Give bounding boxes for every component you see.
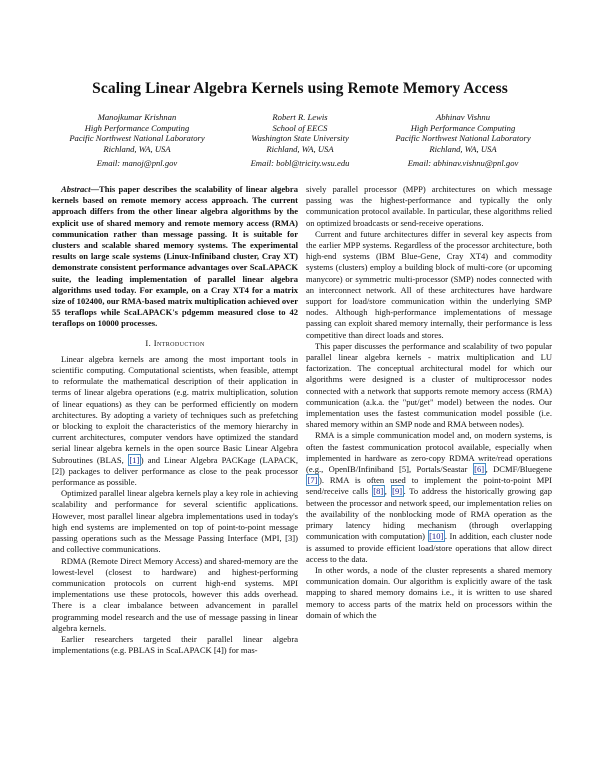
intro-paragraph-7 xyxy=(306,430,552,564)
author-2 xyxy=(225,112,375,169)
citation-link[interactable]: [1] xyxy=(129,454,140,465)
citation-link[interactable]: [6] xyxy=(474,464,485,475)
intro-paragraph-5: Current and future architectures differ in several key aspects from the earlier MPP systems. Regardless of the processor architecture, both high-end systems (IBM Blue-Gene, Cray XT4) and commodity systems (clusters) employ a building block of multi-core (or upcoming manycore) or symmetric multi-processor (SMP) nodes connected with an interconnect network. All of these architectures have hardware support for load/store communication within the underlying SMP nodes. Although high-performance implementations of message passing can exploit shared memory internally, their performance is less competitive than direct loads and stores. xyxy=(306,228,552,340)
author-location: Richland, WA, USA xyxy=(266,143,334,154)
author-affiliation: High Performance Computing xyxy=(84,122,190,133)
citation-link[interactable]: [10] xyxy=(429,531,444,542)
text-run: RMA is a simple communication model and, on modern systems, is often the fastest communication protocol available, especially when implemented in hardware as zero-copy RDMA write/read operations (e.g., OpenIB/Infiniband [5], Portals/Seastar xyxy=(306,430,552,475)
author-block xyxy=(52,112,548,169)
author-location: Richland, WA, USA xyxy=(429,143,497,154)
intro-paragraph-3: RDMA (Remote Direct Memory Access) and shared-memory are the lowest-level (closest to hardware) and highest-performing communication protocols on current high-end systems. MPI implementations use these protocols, however this adds overhead. There is a clear imbalance between advancement in parallel programming model research and the use of message passing in linear algebra kernels. xyxy=(52,555,298,633)
section-title: Introduction xyxy=(153,337,205,348)
abstract-lead: Abstract xyxy=(61,184,91,194)
text-run: . In addition, each cluster node is assumed to provide efficient load/store operations that allow direct access to the data. xyxy=(306,531,552,564)
author-name: Robert R. Lewis xyxy=(272,112,328,122)
intro-paragraph-6: This paper discusses the performance and scalability of two popular parallel linear algebra kernels - matrix multiplication and LU factorization. The conceptual architectural model for which our algorithms were designed is a cluster of multiprocessor nodes connected with a network that supports remote memory access (RMA) communication (a.k.a. the "put/get" model) between the nodes. Our implementation uses the fastest communication model possible (i.e. shared memory within an SMP node and RMA between nodes). xyxy=(306,340,552,430)
abstract-text: —This paper describes the scalability of linear algebra kernels based on remote memory access approach. The current approach differs from the other linear algebra algorithms by the explicit use of shared memory and remote memory access (RMA) communication rather than message passing. It is suitable for clusters and scalable shared memory systems. The experimental results on large scale systems (Linux-Infiniband cluster, Cray XT) demonstrate consistent performance advantages over ScaLAPACK suite, the leading implementation of parallel linear algebra algorithms used today. For example, on a Cray XT4 for a matrix size of 102400, our RMA-based matrix multiplication achieved over 55 teraflops while ScaLAPACK's pdgemm measured close to 42 teraflops on 10000 processes. xyxy=(52,184,299,329)
text-run: , DCMF/Bluegene xyxy=(485,464,553,475)
author-affiliation: Washington State University xyxy=(251,133,349,144)
citation-link[interactable]: [7] xyxy=(307,475,318,486)
author-email: Email: abhinav.vishnu@pnl.gov xyxy=(407,158,519,169)
intro-paragraph-4: Earlier researchers targeted their parallel linear algebra implementations (e.g. PBLAS in ScaLAPACK [4]) for mas- xyxy=(52,633,298,656)
author-1 xyxy=(52,112,222,169)
intro-paragraph-8: In other words, a node of the cluster represents a shared memory communication domain. Our algorithm is explicitly aware of the task mapping to shared memory domains i.e., it is written to use shared memory to access parts of the matrix held on processors within the domain of which the xyxy=(306,564,552,620)
text-run: ) and Linear Algebra PACKage (LAPACK, [2]) packages to deliver performance as close to the peak processor performance as possible. xyxy=(52,454,298,488)
author-email: Email: bobl@tricity.wsu.edu xyxy=(250,158,350,169)
author-name: Manojkumar Krishnan xyxy=(97,112,177,122)
citation-link[interactable]: [8] xyxy=(373,486,384,497)
author-affiliation: Pacific Northwest National Laboratory xyxy=(69,133,205,144)
author-affiliation: School of EECS xyxy=(272,122,328,133)
author-affiliation: High Performance Computing xyxy=(410,122,516,133)
text-run: Linear algebra kernels are among the most important tools in scientific computing. Computational scientists, when feasible, attempt to reformulate the mathematical description of their application in terms of linear algebra operations (e.g. matrix multiplication, solution of linear equations) as they can be performed efficiently on modern architectures. By adopting a variety of techniques such as prefetching or blocking to exploit the characteristics of the memory hierarchy in current architectures, computer vendors have optimized the standard serial linear algebra kernels in the open source Basic Linear Algebra Subroutines (BLAS, xyxy=(52,353,298,465)
section-heading xyxy=(52,338,298,349)
right-column xyxy=(306,184,552,621)
author-email: Email: manoj@pnl.gov xyxy=(96,158,178,169)
author-location: Richland, WA, USA xyxy=(103,143,171,154)
abstract xyxy=(52,184,298,330)
text-run: ). RMA is often used to implement the point-to-point MPI send/receive calls xyxy=(306,475,552,497)
text-run: , xyxy=(384,486,391,497)
author-affiliation: Pacific Northwest National Laboratory xyxy=(395,133,531,144)
intro-paragraph-1 xyxy=(52,354,298,488)
citation-link[interactable]: [9] xyxy=(392,486,403,497)
author-name: Abhinav Vishnu xyxy=(435,112,491,122)
paper-title: Scaling Linear Algebra Kernels using Remote Memory Access xyxy=(92,80,508,97)
text-run: . To address the historically growing gap between the processor and network speed, our implementation relies on the availability of the nonblocking mode of RMA operation as the primary latency hiding mechanism (through overlapping communication with computation) xyxy=(306,486,552,542)
intro-paragraph-2: Optimized parallel linear algebra kernels play a key role in achieving scalability and performance for several scientific applications. However, most parallel linear algebra implementations used in today's high end systems are implemented on top of point-to-point message passing operations such as the Message Passing Interface (MPI, [3]) and collective communications. xyxy=(52,488,298,555)
author-3 xyxy=(378,112,548,169)
left-column xyxy=(52,184,298,656)
intro-paragraph-continued: sively parallel processor (MPP) architectures on which message passing was the highest-performance and typically the only communication protocol available. In particular, these algorithms relied on optimized broadcasts or send-receive operations. xyxy=(306,184,552,228)
section-number: I. xyxy=(145,337,152,348)
